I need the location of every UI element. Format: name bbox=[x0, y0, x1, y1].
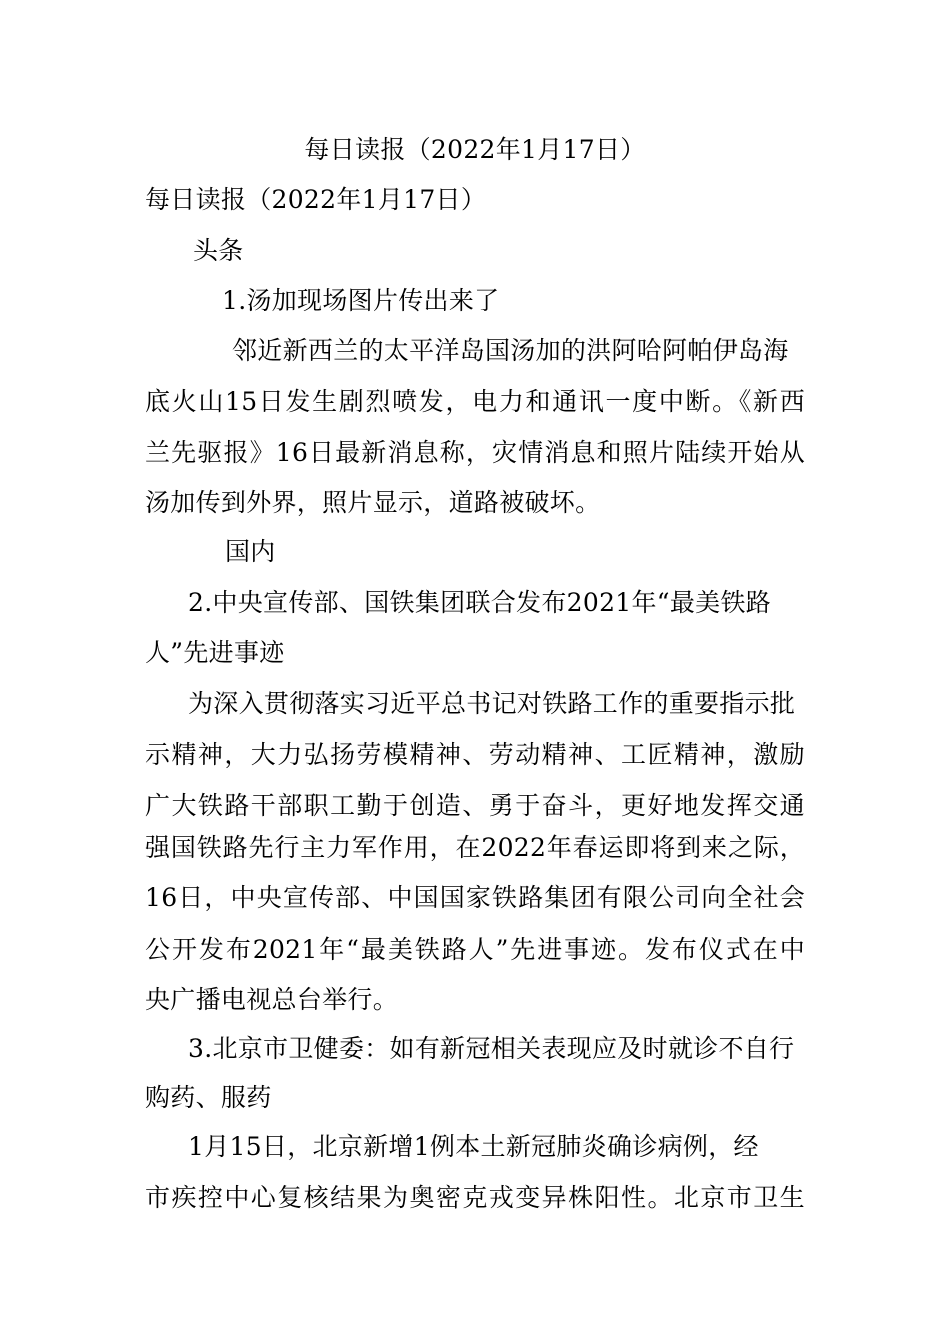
item1-body-line: 底火山15日发生剧烈喷发，电力和通讯一度中断。《新西 bbox=[145, 387, 805, 416]
item2-body-line: 公开发布2021年“最美铁路人”先进事迹。发布仪式在中 bbox=[145, 935, 805, 964]
document-subtitle: 每日读报（2022年1月17日） bbox=[145, 185, 487, 214]
item2-body-line: 示精神，大力弘扬劳模精神、劳动精神、工匠精神，激励 bbox=[145, 740, 805, 769]
item2-body-line: 央广播电视总台举行。 bbox=[145, 985, 399, 1014]
item2-heading-line: 2.中央宣传部、国铁集团联合发布2021年“最美铁路 bbox=[188, 588, 772, 617]
item2-body-line: 16日，中央宣传部、中国国家铁路集团有限公司向全社会 bbox=[145, 883, 805, 912]
item3-body-line: 市疾控中心复核结果为奥密克戎变异株阳性。北京市卫生 bbox=[145, 1183, 805, 1212]
section-domestic-label: 国内 bbox=[225, 537, 276, 566]
item1-body-line: 兰先驱报》16日最新消息称，灾情消息和照片陆续开始从 bbox=[145, 438, 805, 467]
item2-body-line: 为深入贯彻落实习近平总书记对铁路工作的重要指示批 bbox=[188, 689, 796, 718]
item1-body-line: 汤加传到外界，照片显示，道路被破坏。 bbox=[145, 488, 601, 517]
document-title: 每日读报（2022年1月17日） bbox=[304, 135, 646, 164]
item3-body-line: 1月15日，北京新增1例本土新冠肺炎确诊病例，经 bbox=[188, 1132, 759, 1161]
item1-heading: 1.汤加现场图片传出来了 bbox=[222, 286, 500, 315]
item1-body-line: 邻近新西兰的太平洋岛国汤加的洪阿哈阿帕伊岛海 bbox=[232, 336, 789, 365]
item3-heading-line: 3.北京市卫健委：如有新冠相关表现应及时就诊不自行 bbox=[188, 1034, 795, 1063]
item2-body-line: 强国铁路先行主力军作用，在2022年春运即将到来之际， bbox=[145, 833, 805, 862]
item3-heading-line: 购药、服药 bbox=[145, 1083, 272, 1112]
item2-heading-line: 人”先进事迹 bbox=[145, 638, 285, 667]
item2-body-line: 广大铁路干部职工勤于创造、勇于奋斗，更好地发挥交通 bbox=[145, 791, 805, 820]
section-headline-label: 头条 bbox=[193, 236, 244, 265]
